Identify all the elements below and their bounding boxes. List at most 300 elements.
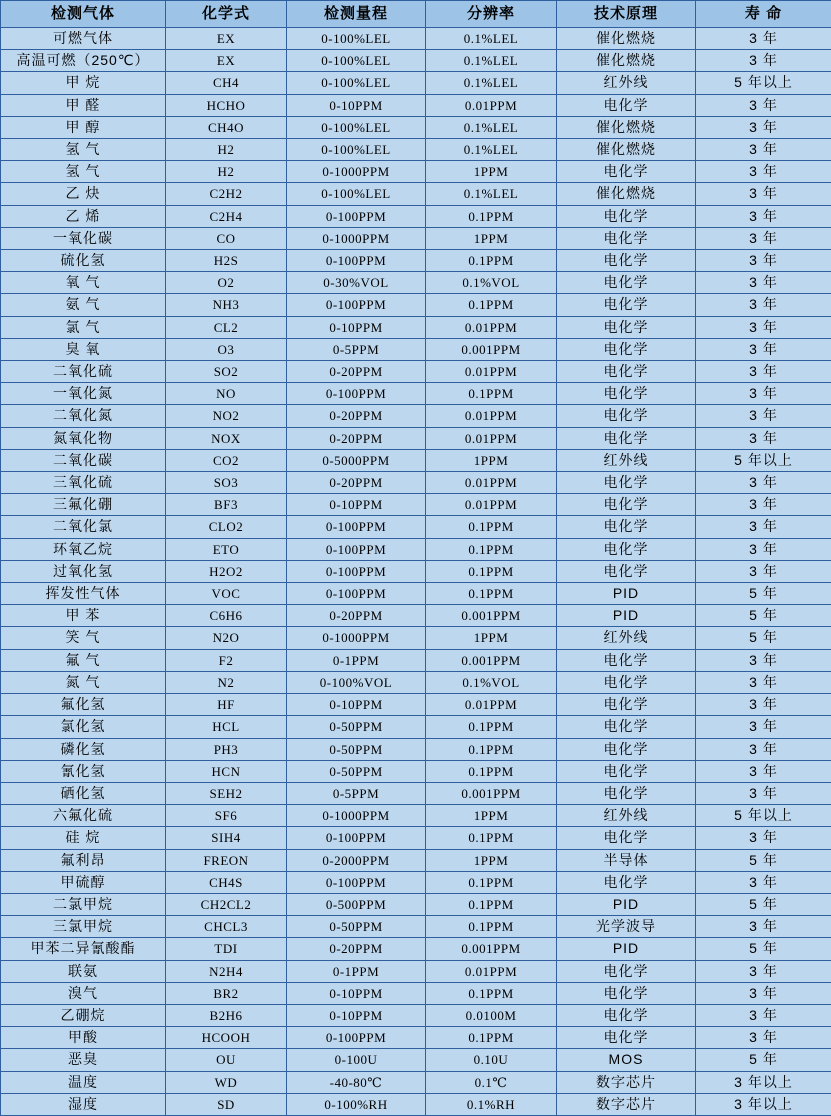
cell-resolution: 1PPM — [426, 227, 557, 249]
cell-resolution: 0.01PPM — [426, 405, 557, 427]
column-header-gas: 检测气体 — [1, 1, 166, 28]
cell-range: 0-100PPM — [287, 205, 426, 227]
cell-lifespan: 3 年 — [696, 94, 831, 116]
cell-formula: N2O — [166, 627, 287, 649]
cell-resolution: 0.01PPM — [426, 494, 557, 516]
cell-gas-name: 六氟化硫 — [1, 805, 166, 827]
cell-formula: CO — [166, 227, 287, 249]
cell-formula: H2 — [166, 139, 287, 161]
cell-gas-name: 氰化氢 — [1, 760, 166, 782]
cell-range: 0-1PPM — [287, 649, 426, 671]
cell-gas-name: 氢 气 — [1, 139, 166, 161]
cell-formula: CH4 — [166, 72, 287, 94]
table-row — [1, 116, 831, 138]
cell-formula: NOX — [166, 427, 287, 449]
cell-lifespan: 3 年 — [696, 116, 831, 138]
cell-gas-name: 温度 — [1, 1071, 166, 1093]
cell-lifespan: 5 年 — [696, 849, 831, 871]
cell-lifespan: 3 年 — [696, 516, 831, 538]
table-row — [1, 316, 831, 338]
cell-formula: C6H6 — [166, 605, 287, 627]
cell-gas-name: 挥发性气体 — [1, 583, 166, 605]
cell-gas-name: 三氯甲烷 — [1, 916, 166, 938]
cell-principle: 催化燃烧 — [557, 116, 696, 138]
cell-lifespan: 3 年 — [696, 560, 831, 582]
cell-lifespan: 5 年以上 — [696, 805, 831, 827]
column-header-resolution: 分辨率 — [426, 1, 557, 28]
cell-lifespan: 3 年 — [696, 161, 831, 183]
cell-principle: 电化学 — [557, 227, 696, 249]
cell-gas-name: 二氧化硫 — [1, 361, 166, 383]
cell-principle: 半导体 — [557, 849, 696, 871]
cell-formula: EX — [166, 50, 287, 72]
cell-formula: HCOOH — [166, 1027, 287, 1049]
table-row — [1, 1027, 831, 1049]
cell-principle: 电化学 — [557, 361, 696, 383]
cell-resolution: 0.1%LEL — [426, 116, 557, 138]
cell-range: 0-1000PPM — [287, 161, 426, 183]
cell-lifespan: 3 年 — [696, 316, 831, 338]
cell-range: 0-50PPM — [287, 716, 426, 738]
cell-resolution: 0.1PPM — [426, 916, 557, 938]
cell-lifespan: 3 年 — [696, 405, 831, 427]
cell-resolution: 0.1PPM — [426, 516, 557, 538]
cell-principle: 催化燃烧 — [557, 139, 696, 161]
table-row — [1, 1049, 831, 1071]
cell-gas-name: 联氨 — [1, 960, 166, 982]
cell-range: 0-10PPM — [287, 694, 426, 716]
cell-gas-name: 二氧化氯 — [1, 516, 166, 538]
cell-lifespan: 5 年 — [696, 605, 831, 627]
cell-principle: 电化学 — [557, 960, 696, 982]
cell-lifespan: 3 年 — [696, 916, 831, 938]
cell-lifespan: 3 年 — [696, 50, 831, 72]
cell-range: 0-1000PPM — [287, 227, 426, 249]
cell-formula: N2 — [166, 671, 287, 693]
table-row — [1, 28, 831, 50]
cell-lifespan: 3 年以上 — [696, 1093, 831, 1115]
cell-principle: 电化学 — [557, 383, 696, 405]
table-header — [1, 1, 831, 28]
cell-resolution: 0.1PPM — [426, 250, 557, 272]
cell-principle: 电化学 — [557, 716, 696, 738]
cell-principle: 电化学 — [557, 161, 696, 183]
cell-formula: H2 — [166, 161, 287, 183]
cell-resolution: 0.001PPM — [426, 938, 557, 960]
cell-range: 0-100%LEL — [287, 50, 426, 72]
cell-formula: NO2 — [166, 405, 287, 427]
cell-formula: SIH4 — [166, 827, 287, 849]
cell-lifespan: 5 年 — [696, 627, 831, 649]
table-row — [1, 649, 831, 671]
cell-range: 0-10PPM — [287, 94, 426, 116]
cell-gas-name: 甲苯二异氰酸酯 — [1, 938, 166, 960]
cell-lifespan: 5 年 — [696, 893, 831, 915]
cell-principle: PID — [557, 893, 696, 915]
cell-resolution: 0.1PPM — [426, 827, 557, 849]
cell-formula: O2 — [166, 272, 287, 294]
cell-gas-name: 恶臭 — [1, 1049, 166, 1071]
cell-gas-name: 臭 氧 — [1, 338, 166, 360]
cell-principle: 电化学 — [557, 205, 696, 227]
cell-range: 0-20PPM — [287, 427, 426, 449]
table-row — [1, 361, 831, 383]
table-row — [1, 139, 831, 161]
cell-formula: BF3 — [166, 494, 287, 516]
cell-formula: OU — [166, 1049, 287, 1071]
cell-gas-name: 氯 气 — [1, 316, 166, 338]
cell-gas-name: 三氟化硼 — [1, 494, 166, 516]
table-row — [1, 782, 831, 804]
cell-range: 0-100%LEL — [287, 139, 426, 161]
cell-principle: 红外线 — [557, 72, 696, 94]
cell-gas-name: 氟 气 — [1, 649, 166, 671]
cell-range: 0-10PPM — [287, 982, 426, 1004]
cell-gas-name: 高温可燃（250℃） — [1, 50, 166, 72]
cell-range: 0-10PPM — [287, 316, 426, 338]
cell-formula: HCL — [166, 716, 287, 738]
cell-range: 0-10PPM — [287, 1004, 426, 1026]
cell-lifespan: 3 年 — [696, 960, 831, 982]
cell-formula: F2 — [166, 649, 287, 671]
cell-resolution: 0.1PPM — [426, 583, 557, 605]
cell-principle: 电化学 — [557, 294, 696, 316]
cell-gas-name: 二氯甲烷 — [1, 893, 166, 915]
cell-resolution: 0.1%LEL — [426, 139, 557, 161]
cell-gas-name: 氮氧化物 — [1, 427, 166, 449]
cell-resolution: 0.01PPM — [426, 960, 557, 982]
cell-range: 0-20PPM — [287, 361, 426, 383]
table-row — [1, 716, 831, 738]
cell-gas-name: 磷化氢 — [1, 738, 166, 760]
cell-formula: HCN — [166, 760, 287, 782]
table-row — [1, 494, 831, 516]
cell-formula: PH3 — [166, 738, 287, 760]
cell-lifespan: 3 年 — [696, 1027, 831, 1049]
cell-gas-name: 氟利昂 — [1, 849, 166, 871]
cell-principle: 电化学 — [557, 472, 696, 494]
column-header-lifespan: 寿 命 — [696, 1, 831, 28]
cell-resolution: 0.01PPM — [426, 361, 557, 383]
cell-resolution: 0.1%VOL — [426, 272, 557, 294]
cell-principle: 电化学 — [557, 94, 696, 116]
cell-formula: C2H4 — [166, 205, 287, 227]
cell-lifespan: 3 年 — [696, 139, 831, 161]
cell-range: 0-2000PPM — [287, 849, 426, 871]
cell-range: 0-30%VOL — [287, 272, 426, 294]
cell-resolution: 0.1PPM — [426, 760, 557, 782]
cell-gas-name: 氮 气 — [1, 671, 166, 693]
cell-range: 0-20PPM — [287, 605, 426, 627]
cell-resolution: 0.1%LEL — [426, 72, 557, 94]
table-row — [1, 671, 831, 693]
cell-range: 0-50PPM — [287, 738, 426, 760]
cell-formula: SEH2 — [166, 782, 287, 804]
cell-gas-name: 乙硼烷 — [1, 1004, 166, 1026]
cell-resolution: 0.1%LEL — [426, 28, 557, 50]
cell-range: 0-100PPM — [287, 827, 426, 849]
table-row — [1, 605, 831, 627]
cell-range: 0-1000PPM — [287, 627, 426, 649]
cell-formula: H2O2 — [166, 560, 287, 582]
cell-resolution: 0.01PPM — [426, 94, 557, 116]
table-row — [1, 893, 831, 915]
cell-resolution: 0.1PPM — [426, 383, 557, 405]
table-row — [1, 938, 831, 960]
cell-resolution: 0.1PPM — [426, 560, 557, 582]
cell-principle: 光学波导 — [557, 916, 696, 938]
cell-range: 0-100PPM — [287, 583, 426, 605]
cell-lifespan: 3 年 — [696, 649, 831, 671]
cell-lifespan: 3 年 — [696, 250, 831, 272]
cell-formula: WD — [166, 1071, 287, 1093]
table-row — [1, 583, 831, 605]
table-row — [1, 1004, 831, 1026]
cell-gas-name: 一氧化碳 — [1, 227, 166, 249]
cell-gas-name: 硒化氢 — [1, 782, 166, 804]
cell-formula: SO3 — [166, 472, 287, 494]
cell-resolution: 0.1PPM — [426, 738, 557, 760]
table-row — [1, 1093, 831, 1115]
table-row — [1, 227, 831, 249]
cell-lifespan: 3 年 — [696, 227, 831, 249]
cell-gas-name: 一氧化氮 — [1, 383, 166, 405]
cell-resolution: 0.1%RH — [426, 1093, 557, 1115]
cell-principle: 催化燃烧 — [557, 28, 696, 50]
cell-resolution: 0.1PPM — [426, 871, 557, 893]
cell-range: 0-1000PPM — [287, 805, 426, 827]
cell-range: 0-100PPM — [287, 516, 426, 538]
cell-resolution: 0.1PPM — [426, 982, 557, 1004]
cell-range: 0-20PPM — [287, 405, 426, 427]
cell-resolution: 1PPM — [426, 449, 557, 471]
table-row — [1, 849, 831, 871]
cell-resolution: 0.0100M — [426, 1004, 557, 1026]
cell-resolution: 0.001PPM — [426, 782, 557, 804]
cell-gas-name: 笑 气 — [1, 627, 166, 649]
cell-principle: 电化学 — [557, 738, 696, 760]
cell-range: 0-100%LEL — [287, 72, 426, 94]
cell-principle: 数字芯片 — [557, 1093, 696, 1115]
cell-range: 0-5PPM — [287, 782, 426, 804]
cell-formula: CL2 — [166, 316, 287, 338]
cell-resolution: 0.1PPM — [426, 716, 557, 738]
cell-gas-name: 氨 气 — [1, 294, 166, 316]
cell-range: 0-500PPM — [287, 893, 426, 915]
cell-gas-name: 甲 烷 — [1, 72, 166, 94]
cell-principle: 电化学 — [557, 338, 696, 360]
cell-principle: 电化学 — [557, 560, 696, 582]
cell-resolution: 0.001PPM — [426, 338, 557, 360]
cell-formula: EX — [166, 28, 287, 50]
cell-gas-name: 乙 烯 — [1, 205, 166, 227]
cell-formula: ETO — [166, 538, 287, 560]
cell-lifespan: 3 年 — [696, 183, 831, 205]
cell-formula: CHCL3 — [166, 916, 287, 938]
cell-principle: 电化学 — [557, 871, 696, 893]
cell-formula: NO — [166, 383, 287, 405]
cell-resolution: 0.01PPM — [426, 472, 557, 494]
cell-formula: CH4S — [166, 871, 287, 893]
cell-lifespan: 3 年 — [696, 827, 831, 849]
cell-resolution: 0.1PPM — [426, 1027, 557, 1049]
cell-principle: 电化学 — [557, 649, 696, 671]
cell-gas-name: 湿度 — [1, 1093, 166, 1115]
table-row — [1, 560, 831, 582]
cell-range: 0-100PPM — [287, 871, 426, 893]
cell-formula: TDI — [166, 938, 287, 960]
cell-range: 0-100%RH — [287, 1093, 426, 1115]
cell-resolution: 1PPM — [426, 161, 557, 183]
column-header-principle: 技术原理 — [557, 1, 696, 28]
cell-resolution: 0.1PPM — [426, 205, 557, 227]
table-row — [1, 250, 831, 272]
cell-principle: 电化学 — [557, 827, 696, 849]
cell-lifespan: 3 年 — [696, 338, 831, 360]
cell-range: 0-20PPM — [287, 938, 426, 960]
table-row — [1, 1071, 831, 1093]
table-row — [1, 538, 831, 560]
cell-formula: B2H6 — [166, 1004, 287, 1026]
cell-principle: MOS — [557, 1049, 696, 1071]
cell-resolution: 0.1PPM — [426, 538, 557, 560]
cell-formula: O3 — [166, 338, 287, 360]
table-row — [1, 871, 831, 893]
cell-resolution: 1PPM — [426, 627, 557, 649]
cell-lifespan: 5 年 — [696, 1049, 831, 1071]
table-row — [1, 982, 831, 1004]
cell-range: 0-100PPM — [287, 383, 426, 405]
cell-formula: SO2 — [166, 361, 287, 383]
cell-lifespan: 3 年 — [696, 671, 831, 693]
cell-range: 0-1PPM — [287, 960, 426, 982]
table-row — [1, 427, 831, 449]
cell-resolution: 0.1%LEL — [426, 50, 557, 72]
cell-formula: CLO2 — [166, 516, 287, 538]
cell-range: 0-5PPM — [287, 338, 426, 360]
cell-principle: 电化学 — [557, 494, 696, 516]
cell-principle: 电化学 — [557, 671, 696, 693]
cell-resolution: 0.1℃ — [426, 1071, 557, 1093]
column-header-formula: 化学式 — [166, 1, 287, 28]
cell-lifespan: 3 年 — [696, 361, 831, 383]
cell-range: 0-100U — [287, 1049, 426, 1071]
cell-principle: 电化学 — [557, 1004, 696, 1026]
cell-gas-name: 甲 醇 — [1, 116, 166, 138]
cell-range: 0-100PPM — [287, 560, 426, 582]
cell-principle: 催化燃烧 — [557, 183, 696, 205]
table-row — [1, 516, 831, 538]
table-row — [1, 960, 831, 982]
cell-principle: PID — [557, 938, 696, 960]
cell-principle: 电化学 — [557, 782, 696, 804]
cell-principle: 红外线 — [557, 627, 696, 649]
cell-lifespan: 3 年 — [696, 982, 831, 1004]
cell-gas-name: 环氧乙烷 — [1, 538, 166, 560]
cell-principle: 红外线 — [557, 449, 696, 471]
cell-lifespan: 3 年 — [696, 694, 831, 716]
cell-formula: HCHO — [166, 94, 287, 116]
cell-gas-name: 氧 气 — [1, 272, 166, 294]
cell-gas-name: 氢 气 — [1, 161, 166, 183]
cell-range: 0-100PPM — [287, 250, 426, 272]
cell-resolution: 0.001PPM — [426, 649, 557, 671]
cell-lifespan: 3 年 — [696, 871, 831, 893]
table-row — [1, 627, 831, 649]
table-row — [1, 383, 831, 405]
cell-principle: 电化学 — [557, 516, 696, 538]
table-row — [1, 161, 831, 183]
cell-formula: CO2 — [166, 449, 287, 471]
cell-resolution: 0.01PPM — [426, 427, 557, 449]
cell-resolution: 0.001PPM — [426, 605, 557, 627]
table-row — [1, 94, 831, 116]
cell-resolution: 1PPM — [426, 849, 557, 871]
cell-formula: BR2 — [166, 982, 287, 1004]
cell-range: 0-100%LEL — [287, 183, 426, 205]
cell-gas-name: 甲酸 — [1, 1027, 166, 1049]
cell-resolution: 0.1%VOL — [426, 671, 557, 693]
cell-lifespan: 3 年以上 — [696, 1071, 831, 1093]
cell-range: 0-100PPM — [287, 1027, 426, 1049]
table-row — [1, 183, 831, 205]
cell-resolution: 0.1%LEL — [426, 183, 557, 205]
table-row — [1, 50, 831, 72]
cell-formula: SD — [166, 1093, 287, 1115]
cell-resolution: 0.1PPM — [426, 893, 557, 915]
cell-range: 0-50PPM — [287, 760, 426, 782]
cell-range: 0-5000PPM — [287, 449, 426, 471]
table-row — [1, 294, 831, 316]
cell-lifespan: 3 年 — [696, 28, 831, 50]
table-header-row — [1, 1, 831, 28]
cell-formula: CH4O — [166, 116, 287, 138]
table-row — [1, 405, 831, 427]
cell-lifespan: 3 年 — [696, 205, 831, 227]
table-row — [1, 694, 831, 716]
cell-range: 0-20PPM — [287, 472, 426, 494]
cell-principle: 电化学 — [557, 250, 696, 272]
table-row — [1, 449, 831, 471]
table-row — [1, 338, 831, 360]
cell-lifespan: 3 年 — [696, 294, 831, 316]
cell-lifespan: 3 年 — [696, 716, 831, 738]
cell-range: 0-50PPM — [287, 916, 426, 938]
table-row — [1, 72, 831, 94]
cell-gas-name: 硫化氢 — [1, 250, 166, 272]
table-row — [1, 916, 831, 938]
cell-gas-name: 甲硫醇 — [1, 871, 166, 893]
column-header-range: 检测量程 — [287, 1, 426, 28]
cell-formula: C2H2 — [166, 183, 287, 205]
cell-gas-name: 氯化氢 — [1, 716, 166, 738]
cell-gas-name: 二氧化氮 — [1, 405, 166, 427]
cell-lifespan: 5 年以上 — [696, 72, 831, 94]
cell-lifespan: 5 年 — [696, 938, 831, 960]
cell-lifespan: 3 年 — [696, 538, 831, 560]
cell-formula: H2S — [166, 250, 287, 272]
cell-gas-name: 氟化氢 — [1, 694, 166, 716]
cell-principle: 红外线 — [557, 805, 696, 827]
cell-gas-name: 硅 烷 — [1, 827, 166, 849]
cell-formula: CH2CL2 — [166, 893, 287, 915]
cell-gas-name: 三氧化硫 — [1, 472, 166, 494]
cell-principle: 电化学 — [557, 538, 696, 560]
cell-resolution: 0.01PPM — [426, 694, 557, 716]
cell-lifespan: 3 年 — [696, 760, 831, 782]
cell-range: -40-80℃ — [287, 1071, 426, 1093]
table-row — [1, 205, 831, 227]
